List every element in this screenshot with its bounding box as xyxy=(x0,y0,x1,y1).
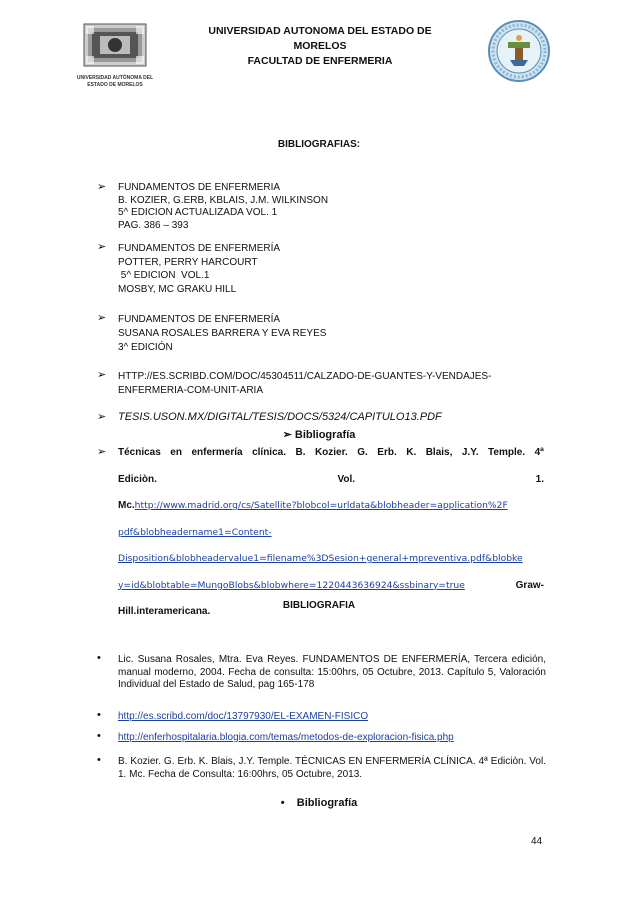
reference-item: TESIS.USON.MX/DIGITAL/TESIS/DOCS/5324/CAPITULO13.PDF xyxy=(118,411,442,423)
madrid-url-link-cont[interactable]: Disposition&blobheadervalue1=filename%3DSesion+general+mpreventiva.pdf&blobke xyxy=(118,553,523,564)
reference-line: 3^ EDICIÓN xyxy=(118,342,173,353)
header-line-2: MORELOS xyxy=(293,40,347,52)
bullet-dot-icon: • xyxy=(97,754,101,766)
bullet-link-item xyxy=(118,732,546,745)
arrow-bullet-icon: ➢ xyxy=(97,446,107,458)
word: K. xyxy=(406,447,417,458)
word: B. xyxy=(295,447,306,458)
scribd-url-link[interactable]: http://es.scribd.com/doc/13797930/EL-EXAMEN-FISICO xyxy=(118,711,369,722)
bibliografia-heading-text: Bibliografía xyxy=(294,429,356,441)
page-number: 44 xyxy=(531,836,543,847)
word: Graw- xyxy=(515,579,544,591)
arrow-bullet-icon: ➢ xyxy=(97,411,107,423)
word: 1. xyxy=(535,473,544,485)
bottom-heading-text: Bibliografía xyxy=(296,797,358,809)
reference-line: HTTP://ES.SCRIBD.COM/DOC/45304511/CALZADO-DE-GUANTES-Y-VENDAJES- xyxy=(118,371,492,382)
reference-line: PAG. 386 – 393 xyxy=(118,219,189,231)
madrid-url-link-cont[interactable]: pdf&blobheadername1=Content- xyxy=(118,526,272,538)
word: Ediciòn. xyxy=(118,473,157,485)
arrow-bullet-icon: ➢ xyxy=(97,312,107,324)
page-title: BIBLIOGRAFIAS: xyxy=(277,139,361,150)
reference-line: B. KOZIER, G.ERB, KBLAIS, J.M. WILKINSON xyxy=(118,194,329,206)
kozier-row-4 xyxy=(118,520,544,547)
document-header xyxy=(170,24,470,69)
bullet-text: Lic. Susana Rosales, Mtra. Eva Reyes. FUNDAMENTOS DE ENFERMERÍA, Tercera edición, manual moderno, 2004. Fecha de consulta: 15:00hrs, 05 Octubre, 2013. Capítulo 5, Valoración Individual del Estado de Salud, pag 165-178 xyxy=(118,654,546,691)
arrow-bullet-icon: ➢ xyxy=(282,429,295,441)
bibliografia-section-title: BIBLIOGRAFIA xyxy=(282,600,356,611)
kozier-reference xyxy=(118,440,544,626)
reference-item xyxy=(118,182,328,232)
kozier-row-5 xyxy=(118,546,544,573)
bottom-heading xyxy=(0,797,638,809)
word: Temple. xyxy=(488,447,526,458)
reference-item xyxy=(118,370,491,398)
reference-line: POTTER, PERRY HARCOURT xyxy=(118,256,258,268)
word: Erb. xyxy=(377,447,397,458)
header-line-1: UNIVERSIDAD AUTONOMA DEL ESTADO DE xyxy=(208,25,432,37)
logo-caption-2: ESTADO DE MORELOS xyxy=(87,82,143,88)
word: clínica. xyxy=(252,447,286,458)
arrow-bullet-icon: ➢ xyxy=(97,369,107,381)
kozier-row-2 xyxy=(118,467,544,494)
reference-line: MOSBY, MC GRAKU HILL xyxy=(118,283,237,295)
kozier-row-1 xyxy=(118,440,544,467)
bullet-dot-icon: • xyxy=(97,730,101,742)
kozier-row-7: Hill.interamericana. xyxy=(118,606,211,617)
bullet-dot-icon: • xyxy=(280,797,297,809)
arrow-bullet-icon: ➢ xyxy=(97,181,107,193)
word: G. xyxy=(357,447,368,458)
word: Técnicas xyxy=(118,447,161,458)
logo-caption-1: UNIVERSIDAD AUTÓNOMA DEL xyxy=(76,75,154,81)
word: Blais, xyxy=(425,447,453,458)
madrid-url-link[interactable]: http://www.madrid.org/cs/Satellite?blobcol=urldata&blobheader=application%2F xyxy=(134,500,508,511)
reference-line: 5^ EDICION ACTUALIZADA VOL. 1 xyxy=(118,207,278,218)
reference-item xyxy=(118,242,280,296)
reference-line: FUNDAMENTOS DE ENFERMERÍA xyxy=(118,243,281,254)
word: 4ª xyxy=(534,447,544,458)
header-line-3: FACULTAD DE ENFERMERIA xyxy=(247,55,393,67)
reference-line: SUSANA ROSALES BARRERA Y EVA REYES xyxy=(118,328,327,339)
reference-line: FUNDAMENTOS DE ENFERMERIA xyxy=(118,182,281,193)
bullet-dot-icon: • xyxy=(97,652,101,664)
word: J.Y. xyxy=(461,447,479,458)
uaem-logo xyxy=(76,22,154,90)
word: Vol. xyxy=(337,473,356,485)
bullet-dot-icon: • xyxy=(97,709,101,721)
word: en xyxy=(170,447,182,458)
word: Mc. xyxy=(118,500,135,511)
reference-line: ENFERMERIA-COM-UNIT-ARIA xyxy=(118,385,263,396)
kozier-row-6 xyxy=(118,573,544,600)
kozier-row-3 xyxy=(118,493,544,520)
arrow-bullet-icon: ➢ xyxy=(97,241,107,253)
reference-line: 5^ EDICION VOL.1 xyxy=(118,270,210,281)
madrid-url-link-cont[interactable]: y=id&blobtable=MungoBlobs&blobwhere=1220443636924&ssbinary=true xyxy=(118,579,465,591)
word: Kozier. xyxy=(314,447,348,458)
blogia-url-link[interactable]: http://enferhospitalaria.blogia.com/temas/metodos-de-exploracion-fisica.php xyxy=(118,732,454,743)
bullet-link-item xyxy=(118,711,546,724)
reference-line: FUNDAMENTOS DE ENFERMERÍA xyxy=(118,314,281,325)
word: enfermería xyxy=(191,447,243,458)
reference-item xyxy=(118,313,326,355)
faculty-seal-logo xyxy=(488,20,550,82)
bullet-text: B. Kozier. G. Erb. K. Blais, J.Y. Temple. TÉCNICAS EN ENFERMERÍA CLÍNICA. 4ª Ediciòn. Vol. 1. Mc. Fecha de Consulta: 16:00hrs, 05 Octubre, 2013. xyxy=(118,756,546,780)
